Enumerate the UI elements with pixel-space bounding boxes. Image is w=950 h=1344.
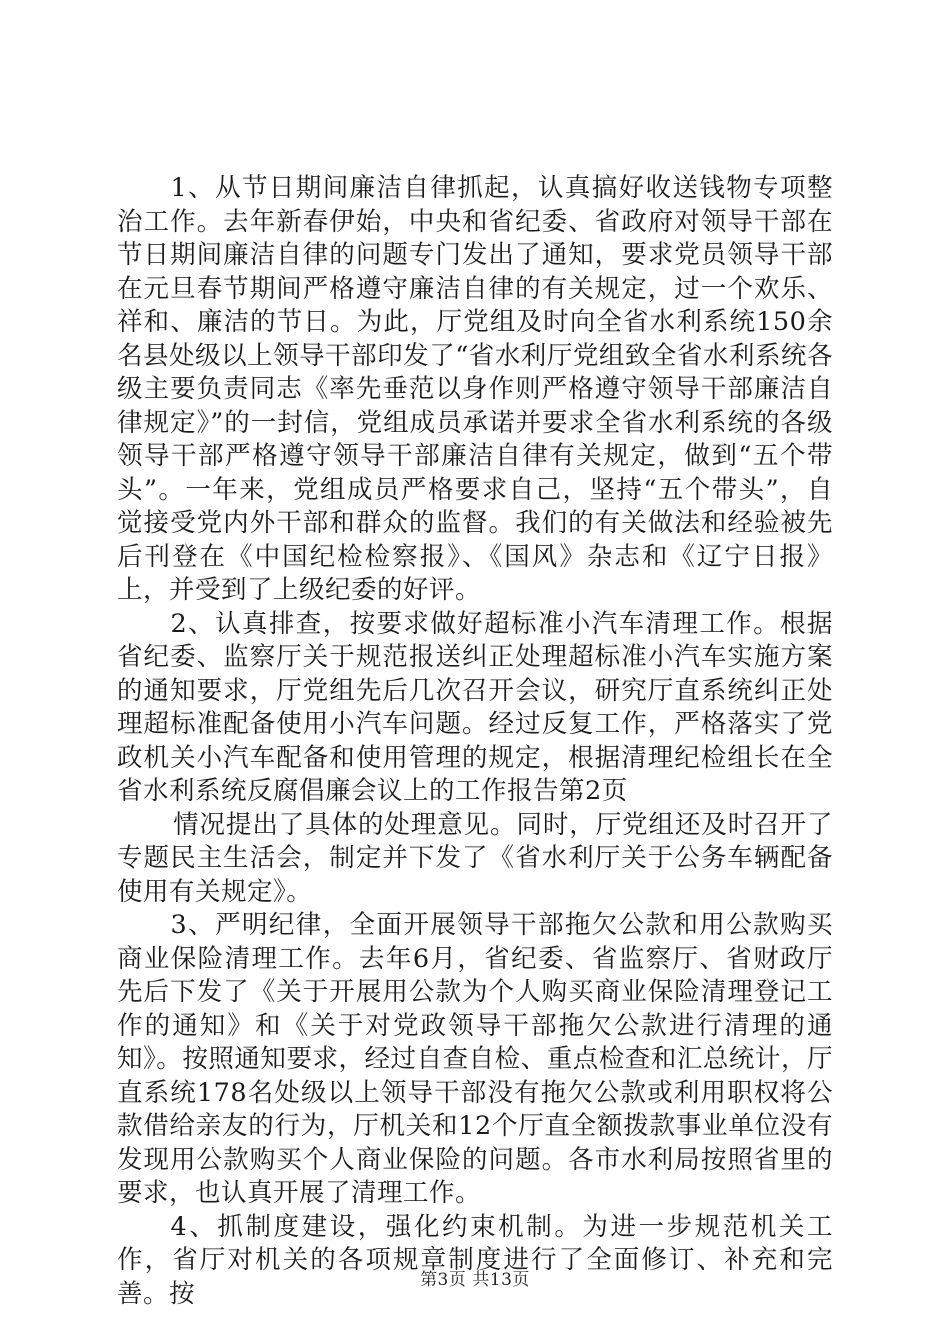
paragraph-1: 1、从节日期间廉洁自律抓起，认真搞好收送钱物专项整治工作。去年新春伊始，中央和省纪委、省政府对领导干部在节日期间廉洁自律的问题专门发出了通知，要求党员领导干部在元旦春节期间严格遵守廉洁自律的有关规定，过一个欢乐、祥和、廉洁的节日。为此，厅党组及时向全省水利系统150余名县处级以上领导干部印发了“省水利厅党组致全省水利系统各级主要负责同志《率先垂范以身作则严格遵守领导干部廉洁自律规定》”的一封信，党组成员承诺并要求全省水利系统的各级领导干部严格遵守领导干部廉洁自律有关规定，做到“五个带头”。一年来，党组成员严格要求自己，坚持“五个带头”，自觉接受党内外干部和群众的监督。我们的有关做法和经验被先后刊登在《中国纪检检察报》、《国风》杂志和《辽宁日报》上，并受到了上级纪委的好评。 (117, 173, 833, 605)
paragraph-3: 3、严明纪律，全面开展领导干部拖欠公款和用公款购买商业保险清理工作。去年6月，省纪委、省监察厅、省财政厅先后下发了《关于开展用公款为个人购买商业保险清理登记工作的通知》和《关于对党政领导干部拖欠公款进行清理的通知》。按照通知要求，经过自查自检、重点检查和汇总统计，厅直系统178名处级以上领导干部没有拖欠公款或利用职权将公款借给亲友的行为，厅机关和12个厅直全额拨款事业单位没有发现用公款购买个人商业保险的问题。各市水利局按照省里的要求，也认真开展了清理工作。 (117, 910, 833, 1208)
document-body (117, 172, 833, 1311)
paragraph-4: 4、抓制度建设，强化约束机制。为进一步规范机关工作，省厅对机关的各项规章制度进行了全面修订、补充和完善。按 (117, 1211, 833, 1309)
page-footer: 第3页 共13页 (420, 1270, 530, 1290)
paragraph-2: 2、认真排查，按要求做好超标准小汽车清理工作。根据省纪委、监察厅关于规范报送纠正处理超标准小汽车实施方案的通知要求，厅党组先后几次召开会议，研究厅直系统纠正处理超标准配备使用小汽车问题。经过反复工作，严格落实了党政机关小汽车配备和使用管理的规定，根据清理纪检组长在全省水利系统反腐倡廉会议上的工作报告第2页 (117, 608, 833, 806)
paragraph-2-continued: 情况提出了具体的处理意见。同时，厅党组还及时召开了专题民主生活会，制定并下发了《省水利厅关于公务车辆配备使用有关规定》。 (117, 809, 833, 907)
